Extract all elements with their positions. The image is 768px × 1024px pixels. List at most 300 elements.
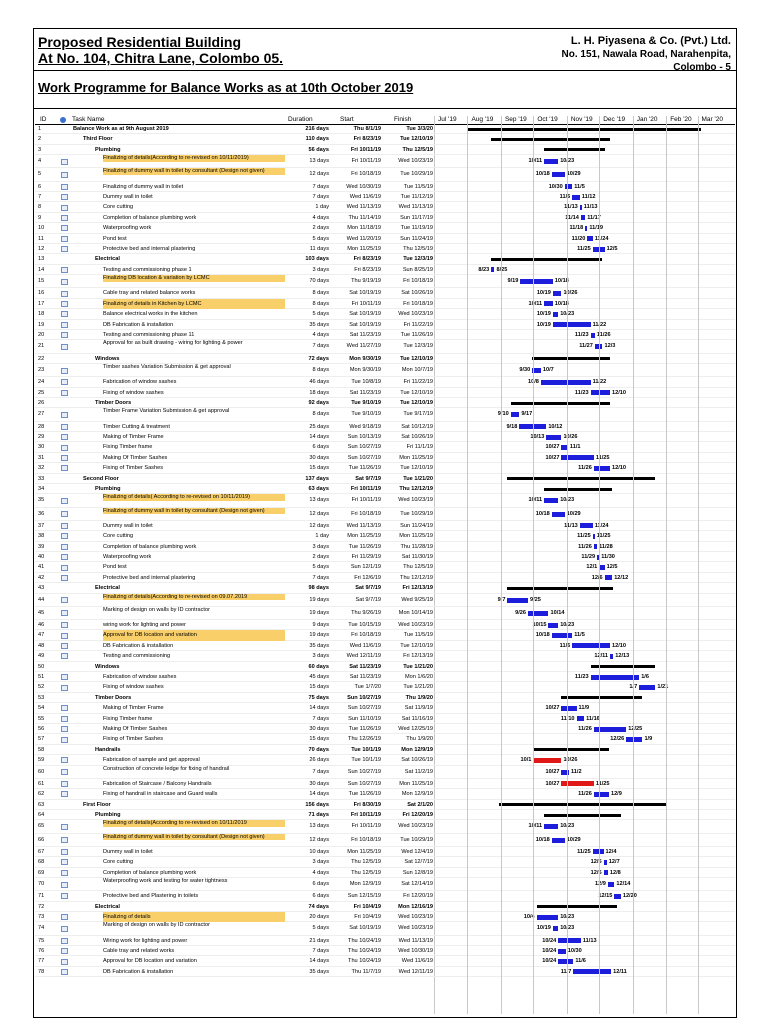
task-duration: 71 days <box>308 812 329 818</box>
task-finish: Sun 11/24/19 <box>400 235 433 242</box>
bar-finish-label: 11/12 <box>581 194 596 200</box>
task-bar[interactable] <box>639 685 655 690</box>
task-bar[interactable] <box>610 654 613 659</box>
task-row[interactable] <box>35 521 735 531</box>
task-name: Balance electrical works in the kitchen <box>103 311 198 318</box>
task-bar[interactable] <box>593 849 604 854</box>
task-name: Handrails <box>95 746 121 753</box>
task-finish: Tue 1/21/20 <box>403 663 433 670</box>
task-bar[interactable] <box>594 466 610 471</box>
bar-finish-label: 11/24 <box>594 522 609 529</box>
task-bar[interactable] <box>558 938 581 943</box>
task-bar[interactable] <box>552 838 565 843</box>
task-duration: 35 days <box>309 321 329 328</box>
task-bar[interactable] <box>511 412 520 417</box>
task-bar[interactable] <box>544 159 558 164</box>
task-row[interactable] <box>35 734 735 744</box>
task-name: Finalizing of details in Kitchen by LCMC <box>103 299 285 309</box>
task-finish: Tue 12/10/19 <box>400 400 433 406</box>
task-row[interactable] <box>35 630 735 640</box>
task-bar[interactable] <box>608 882 614 887</box>
bar-finish-label: 10/29 <box>566 171 581 178</box>
task-row[interactable] <box>35 408 735 421</box>
bar-start-label: 9/18 <box>506 423 518 430</box>
summary-bar[interactable] <box>544 488 612 491</box>
task-finish: Tue 12/3/19 <box>403 256 433 263</box>
task-row[interactable] <box>35 309 735 319</box>
task-row[interactable] <box>35 820 735 833</box>
task-id: 38 <box>38 533 45 540</box>
task-bar[interactable] <box>585 226 587 231</box>
task-id: 18 <box>38 311 45 318</box>
task-row[interactable] <box>35 745 735 755</box>
task-row[interactable] <box>35 508 735 521</box>
bar-finish-label: 10/26 <box>563 290 578 297</box>
bar-start-label: 12/1 <box>586 564 598 571</box>
task-bar[interactable] <box>546 435 561 440</box>
summary-bar[interactable] <box>561 696 642 699</box>
bar-start-label: 10/4 <box>523 914 535 920</box>
task-duration: 21 days <box>309 937 329 944</box>
task-start: Sun 10/27/19 <box>347 705 381 712</box>
task-start: Fri 10/11/19 <box>350 146 381 153</box>
task-finish: Sun 8/25/19 <box>402 266 433 273</box>
task-bar[interactable] <box>558 959 573 964</box>
task-bar[interactable] <box>580 523 593 528</box>
task-name: Electrical <box>95 585 120 592</box>
task-id: 72 <box>38 903 45 910</box>
task-row[interactable] <box>35 155 735 168</box>
task-row[interactable] <box>35 847 735 857</box>
task-name: Third Floor <box>83 136 113 143</box>
task-id: 55 <box>38 715 45 722</box>
company-name: L. H. Piyasena & Co. (Pvt.) Ltd. <box>570 35 731 47</box>
task-bar[interactable] <box>572 643 610 648</box>
task-row[interactable] <box>35 800 735 810</box>
bar-start-label: 10/11 <box>528 497 543 504</box>
task-finish: Tue 12/3/19 <box>403 343 433 350</box>
task-finish: Tue 10/29/19 <box>400 171 433 178</box>
bar-finish-label: 11/30 <box>601 554 615 560</box>
task-duration: 4 days <box>312 332 329 338</box>
task-bar[interactable] <box>537 915 559 920</box>
task-bar[interactable] <box>573 969 611 974</box>
task-indicator-icon <box>61 279 68 285</box>
task-bar[interactable] <box>577 716 585 721</box>
task-row[interactable] <box>35 531 735 541</box>
task-finish: Mon 11/25/19 <box>399 454 433 461</box>
task-duration: 30 days <box>309 454 329 461</box>
task-bar[interactable] <box>580 205 582 210</box>
task-name: Finalizing of dummy wall in toilet by consultant (Design not given) <box>103 168 285 174</box>
task-id: 43 <box>38 585 45 592</box>
task-bar[interactable] <box>561 706 576 711</box>
task-row[interactable] <box>35 254 735 264</box>
task-row[interactable] <box>35 288 735 298</box>
task-start: Thu 11/7/19 <box>351 968 381 975</box>
task-row[interactable] <box>35 234 735 244</box>
task-finish: Fri 10/18/19 <box>403 278 433 285</box>
bar-start-label: 10/13 <box>530 434 545 440</box>
task-name: Construction of concrete ledge for fixing of handrail <box>103 765 230 772</box>
summary-bar[interactable] <box>591 665 656 668</box>
task-id: 53 <box>38 694 45 701</box>
task-bar[interactable] <box>520 279 552 284</box>
task-finish: Fri 12/20/19 <box>402 812 433 818</box>
task-duration: 10 days <box>309 848 329 855</box>
task-id: 10 <box>38 225 45 232</box>
task-id: 16 <box>38 290 45 297</box>
task-finish: Wed 10/23/19 <box>398 497 433 504</box>
task-start: Tue 9/10/19 <box>351 411 381 418</box>
timeline-month-gridline <box>533 116 534 1014</box>
task-bar[interactable] <box>528 611 549 616</box>
task-row[interactable] <box>35 442 735 452</box>
task-row[interactable] <box>35 388 735 398</box>
task-row[interactable] <box>35 340 735 353</box>
task-id: 41 <box>38 564 45 571</box>
task-row[interactable] <box>35 755 735 765</box>
task-name: Dummy wall in toilet <box>103 848 153 855</box>
bar-start-label: 10/18 <box>535 171 550 178</box>
task-bar[interactable] <box>491 267 494 272</box>
bar-start-label: 11/27 <box>579 343 593 350</box>
task-name: Fabrication of sample and get approval <box>103 757 200 764</box>
task-id: 45 <box>38 609 45 616</box>
task-row[interactable] <box>35 868 735 878</box>
task-duration: 8 days <box>312 367 329 373</box>
task-row[interactable] <box>35 641 735 651</box>
timeline-month-label: Nov '19 <box>570 116 593 123</box>
task-name: Fabrication of Staircase / Balcony Handrails <box>103 780 212 787</box>
task-row[interactable] <box>35 583 735 593</box>
task-bar[interactable] <box>507 598 528 603</box>
task-id: 44 <box>38 596 45 603</box>
bar-finish-label: 11/13 <box>582 937 597 944</box>
summary-bar[interactable] <box>511 402 610 405</box>
task-indicator-icon <box>61 184 68 190</box>
bar-start-label: 10/27 <box>545 454 560 461</box>
timeline-month-label: Aug '19 <box>471 116 494 123</box>
task-name: Pond test <box>103 564 127 571</box>
task-id: 40 <box>38 554 45 560</box>
task-bar[interactable] <box>553 322 591 327</box>
task-name: Making of Timber Frame <box>103 434 164 440</box>
task-row[interactable] <box>35 857 735 867</box>
task-finish: Wed 10/30/19 <box>398 948 433 954</box>
task-row[interactable] <box>35 703 735 713</box>
bar-start-label: 11/14 <box>565 214 579 221</box>
task-bar[interactable] <box>553 291 562 296</box>
task-start: Sat 10/19/19 <box>349 925 381 932</box>
task-indicator-icon <box>61 322 68 328</box>
task-bar[interactable] <box>558 949 566 954</box>
task-row[interactable] <box>35 878 735 891</box>
task-bar[interactable] <box>548 623 558 628</box>
task-row[interactable] <box>35 432 735 442</box>
task-row[interactable] <box>35 463 735 473</box>
task-duration: 4 days <box>312 869 329 876</box>
task-row[interactable] <box>35 542 735 552</box>
summary-bar[interactable] <box>533 748 609 751</box>
task-id: 29 <box>38 434 45 440</box>
summary-bar[interactable] <box>537 905 617 908</box>
task-bar[interactable] <box>626 737 642 742</box>
task-name: Fixing of handrail in staircase and Guard walls <box>103 791 218 798</box>
bar-finish-label: 12/11 <box>613 968 627 975</box>
task-row[interactable] <box>35 223 735 233</box>
task-start: Wed 11/6/19 <box>349 642 381 649</box>
task-bar[interactable] <box>553 312 558 317</box>
task-row[interactable] <box>35 912 735 922</box>
task-row[interactable] <box>35 891 735 901</box>
timeline-month-gridline <box>633 116 634 1014</box>
task-start: Thu 12/26/19 <box>348 736 381 743</box>
task-duration: 9 days <box>312 622 329 628</box>
bar-finish-label: 11/2 <box>571 768 582 775</box>
task-bar[interactable] <box>614 894 620 899</box>
task-bar[interactable] <box>544 498 558 503</box>
task-row[interactable] <box>35 377 735 387</box>
summary-bar[interactable] <box>491 138 610 141</box>
task-indicator-icon <box>61 565 68 571</box>
task-row[interactable] <box>35 364 735 377</box>
task-name: Timber Frame Variation Submission & get approval <box>103 408 230 415</box>
task-id: 33 <box>38 475 45 482</box>
task-bar[interactable] <box>587 236 592 241</box>
task-row[interactable] <box>35 672 735 682</box>
task-row[interactable] <box>35 789 735 799</box>
task-row[interactable] <box>35 474 735 484</box>
task-row[interactable] <box>35 724 735 734</box>
task-start: Fri 10/18/19 <box>351 171 381 178</box>
task-start: Fri 10/11/19 <box>350 812 381 818</box>
task-bar[interactable] <box>561 770 569 775</box>
task-finish: Mon 11/25/19 <box>399 533 433 540</box>
task-indicator-icon <box>61 465 68 471</box>
summary-bar[interactable] <box>499 803 667 806</box>
task-row[interactable] <box>35 779 735 789</box>
task-row[interactable] <box>35 714 735 724</box>
task-row[interactable] <box>35 124 735 134</box>
task-bar[interactable] <box>593 534 595 539</box>
task-row[interactable] <box>35 422 735 432</box>
bar-finish-label: 12/10 <box>612 389 627 396</box>
task-row[interactable] <box>35 620 735 630</box>
task-bar[interactable] <box>605 575 613 580</box>
task-duration: 13 days <box>309 823 329 830</box>
task-bar[interactable] <box>594 544 597 549</box>
task-row[interactable] <box>35 145 735 155</box>
task-duration: 12 days <box>309 522 329 529</box>
task-bar[interactable] <box>604 870 608 875</box>
task-row[interactable] <box>35 651 735 661</box>
task-row[interactable] <box>35 484 735 494</box>
task-row[interactable] <box>35 134 735 144</box>
task-start: Mon 11/25/19 <box>347 246 381 252</box>
task-finish: Wed 9/25/19 <box>401 596 433 603</box>
task-row[interactable] <box>35 494 735 507</box>
task-id: 78 <box>38 968 45 975</box>
task-duration: 98 days <box>308 585 329 592</box>
task-row[interactable] <box>35 662 735 672</box>
task-id: 32 <box>38 465 45 472</box>
task-id: 39 <box>38 543 45 550</box>
bar-start-label: 11/23 <box>574 389 589 396</box>
task-row[interactable] <box>35 902 735 912</box>
task-duration: 4 days <box>312 214 329 221</box>
task-row[interactable] <box>35 693 735 703</box>
task-bar[interactable] <box>591 333 595 338</box>
task-indicator-icon <box>61 769 68 775</box>
task-bar[interactable] <box>533 758 561 763</box>
summary-bar[interactable] <box>544 814 621 817</box>
task-row[interactable] <box>35 354 735 364</box>
task-row[interactable] <box>35 182 735 192</box>
task-start: Thu 10/24/19 <box>348 948 381 954</box>
task-row[interactable] <box>35 607 735 620</box>
task-bar[interactable] <box>544 301 553 306</box>
task-row[interactable] <box>35 936 735 946</box>
bar-finish-label: 10/23 <box>560 497 575 504</box>
task-finish: Fri 11/22/19 <box>403 321 433 328</box>
task-indicator-icon <box>61 737 68 743</box>
task-indicator-icon <box>61 172 68 178</box>
task-indicator-icon <box>61 705 68 711</box>
bar-start-label: 11/26 <box>578 791 592 798</box>
task-row[interactable] <box>35 956 735 966</box>
task-start: Tue 11/26/19 <box>348 726 381 732</box>
task-finish: Wed 10/23/19 <box>398 914 433 920</box>
bar-finish-label: 11/22 <box>592 379 607 386</box>
task-start: Thu 10/24/19 <box>348 958 381 965</box>
task-finish: Wed 12/25/19 <box>398 726 433 732</box>
task-name: Finalizing of details <box>103 912 285 922</box>
task-bar[interactable] <box>541 380 591 385</box>
task-start: Fri 8/23/19 <box>354 266 381 273</box>
task-row[interactable] <box>35 834 735 847</box>
task-name: Completion of balance plumbing work <box>103 543 197 550</box>
task-duration: 35 days <box>309 968 329 975</box>
task-start: Sat 11/23/19 <box>349 663 381 670</box>
company-address1: No. 151, Nawala Road, Narahenpita, <box>561 49 731 60</box>
bar-finish-label: 12/5 <box>606 246 618 252</box>
task-finish: Mon 1/6/20 <box>405 674 433 680</box>
bar-start-label: 10/19 <box>536 321 551 328</box>
task-name: Fixing of window sashes <box>103 389 164 396</box>
task-finish: Tue 11/26/19 <box>400 332 433 338</box>
task-row[interactable] <box>35 573 735 583</box>
task-duration: 156 days <box>305 801 329 808</box>
summary-bar[interactable] <box>507 587 613 590</box>
task-id: 12 <box>38 246 45 252</box>
task-row[interactable] <box>35 682 735 692</box>
bar-finish-label: 11/5 <box>574 632 585 639</box>
task-name: Windows <box>95 663 120 670</box>
task-indicator-icon <box>61 455 68 461</box>
task-row[interactable] <box>35 453 735 463</box>
task-id: 21 <box>38 343 45 350</box>
task-finish: Tue 9/17/19 <box>403 411 433 418</box>
bar-start-label: 12/15 <box>598 893 613 900</box>
task-row[interactable] <box>35 265 735 275</box>
task-indicator-icon <box>61 445 68 451</box>
task-row[interactable] <box>35 192 735 202</box>
task-row[interactable] <box>35 594 735 607</box>
task-row[interactable] <box>35 244 735 254</box>
task-finish: Tue 11/12/19 <box>400 194 433 200</box>
task-bar[interactable] <box>594 792 609 797</box>
task-name: Completion of balance plumbing work <box>103 214 197 221</box>
bar-start-label: 12/9 <box>595 881 606 887</box>
summary-bar[interactable] <box>491 258 602 261</box>
task-bar[interactable] <box>552 633 573 638</box>
summary-bar[interactable] <box>544 148 604 151</box>
bar-start-label: 11/7 <box>560 968 572 975</box>
task-start: Wed 11/27/19 <box>346 343 381 350</box>
task-bar[interactable] <box>565 184 573 189</box>
task-finish: Mon 12/9/19 <box>401 791 433 798</box>
task-indicator-icon <box>61 311 68 317</box>
task-bar[interactable] <box>552 172 565 177</box>
task-bar[interactable] <box>572 195 580 200</box>
task-name: Finalizing of details(According to re-revised on 09.07.2019 <box>103 594 285 600</box>
task-indicator-icon <box>61 434 68 440</box>
task-row[interactable] <box>35 967 735 977</box>
task-name: Timber Doors <box>95 694 132 701</box>
bar-start-label: 10/1 <box>520 757 532 764</box>
task-row[interactable] <box>35 168 735 181</box>
task-row[interactable] <box>35 922 735 935</box>
task-name: Waterproofing work and testing for water tightness <box>103 878 228 884</box>
task-row[interactable] <box>35 320 735 330</box>
task-indicator-icon <box>61 215 68 221</box>
task-bar[interactable] <box>581 215 585 220</box>
task-id: 20 <box>38 332 45 338</box>
task-indicator-icon <box>61 643 68 649</box>
bar-start-label: 10/27 <box>545 705 560 712</box>
task-bar[interactable] <box>553 926 558 931</box>
bar-start-label: 11/25 <box>577 246 591 252</box>
task-bar[interactable] <box>591 390 610 395</box>
task-row[interactable] <box>35 398 735 408</box>
task-bar[interactable] <box>604 860 607 865</box>
task-row[interactable] <box>35 766 735 779</box>
task-id: 22 <box>38 355 45 362</box>
bar-finish-label: 12/7 <box>608 859 620 866</box>
task-row[interactable] <box>35 202 735 212</box>
bar-start-label: 10/24 <box>542 958 557 965</box>
task-start: Fri 11/29/19 <box>351 554 381 560</box>
task-duration: 14 days <box>309 791 329 798</box>
task-row[interactable] <box>35 213 735 223</box>
task-bar[interactable] <box>552 512 565 517</box>
task-row[interactable] <box>35 810 735 820</box>
task-id: 4 <box>38 158 42 165</box>
task-duration: 15 days <box>309 465 329 472</box>
task-row[interactable] <box>35 552 735 562</box>
task-finish: Fri 12/20/19 <box>403 893 433 900</box>
task-row[interactable] <box>35 299 735 309</box>
task-id: 74 <box>38 925 45 932</box>
task-row[interactable] <box>35 562 735 572</box>
task-row[interactable] <box>35 275 735 288</box>
task-duration: 5 days <box>312 564 329 571</box>
task-bar[interactable] <box>544 824 558 829</box>
task-row[interactable] <box>35 946 735 956</box>
task-row[interactable] <box>35 330 735 340</box>
task-start: Fri 10/11/19 <box>351 158 381 165</box>
